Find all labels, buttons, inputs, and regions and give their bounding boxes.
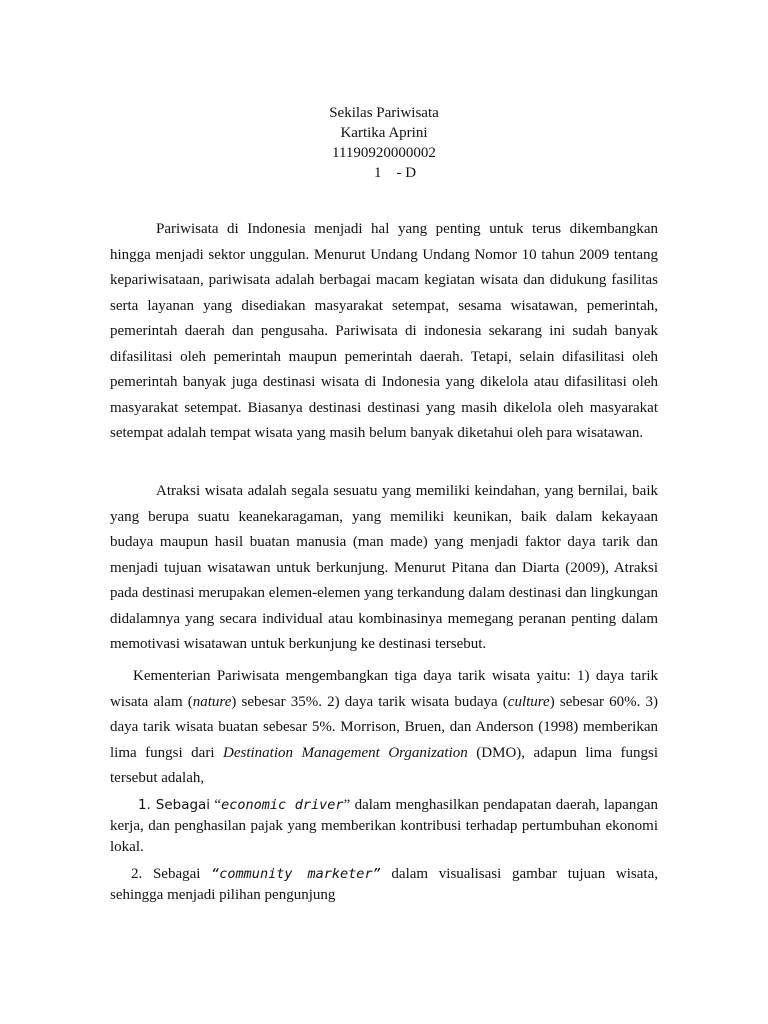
list-item-2-block <box>110 864 658 906</box>
paragraph-3-block <box>110 664 658 792</box>
paragraph-3-text-2: ) sebesar 35%. 2) daya tarik wisata budaya ( <box>231 693 508 710</box>
document-header <box>0 103 768 183</box>
paragraph-1-block <box>110 217 658 447</box>
list-item-1-block <box>110 795 658 858</box>
term-culture: culture <box>507 693 550 710</box>
paragraph-3-text-3: ) sebesar 60%. 3) daya tarik wisata buatan sebesar 5%. Morrison, Bruen, dan Anderson (1998) memberikan lima fungsi dari <box>110 693 659 761</box>
paragraph-1: Pariwisata di Indonesia menjadi hal yang penting untuk terus dikembangkan hingga menjadi sektor unggulan. Menurut Undang Undang Nomor 10 tahun 2009 tentang kepariwisataan, pariwisata adalah berbagai macam kegiatan wisata dan didukung fasilitas serta layanan yang disediakan masyarakat setempat, sesama wisatawan, pemerintah, pemerintah daerah dan pengusaha. Pariwisata di indonesia sekarang ini sudah banyak difasilitasi oleh pemerintah maupun pemerintah daerah. Tetapi, selain difasilitasi oleh pemerintah banyak juga destinasi wisata di Indonesia yang dikelola atau difasilitasi oleh masyarakat setempat. Biasanya destinasi destinasi yang masih dikelola oleh masyarakat setempat adalah tempat wisata yang masih belum banyak diketahui oleh para wisatawan. <box>110 221 658 441</box>
list-item-1-term: economic driver <box>221 797 344 813</box>
list-item-2-text: dalam visualisasi gambar tujuan wisata, sehingga menjadi pilihan pengunjung <box>110 866 658 903</box>
paragraph-3-text-1: Kementerian Pariwisata mengembangkan tiga daya tarik wisata yaitu: 1) daya tarik wisata alam ( <box>110 668 658 710</box>
list-item-1-quote-open: “ <box>214 797 222 813</box>
list-item-1-quote-close: ” <box>343 797 351 813</box>
author-name: Kartika Aprini <box>340 125 428 141</box>
list-item-1-prefix: 1. Sebagai <box>138 797 211 813</box>
list-item-1 <box>110 795 658 858</box>
list-item-2-term: “community marketer” <box>211 866 381 882</box>
class-label: 1 - D <box>373 165 417 181</box>
paragraph-2: Atraksi wisata adalah segala sesuatu yang memiliki keindahan, yang bernilai, baik yang berupa suatu keanekaragaman, yang memiliki keunikan, baik dalam kekayaan budaya maupun hasil buatan manusia (man made) yang menjadi faktor daya tarik dan menjadi tujuan wisatawan untuk berkunjung. Menurut Pitana dan Diarta (2009), Atraksi pada destinasi merupakan elemen-elemen yang terkandung dalam destinasi dan lingkungan didalamnya yang secara individual atau kombinasinya memegang peranan penting dalam memotivasi wisatawan untuk berkunjung ke destinasi tersebut. <box>110 483 658 652</box>
list-item-2-prefix: 2. Sebagai <box>131 866 212 882</box>
term-nature: nature <box>192 693 232 710</box>
list-item-2 <box>110 864 658 906</box>
paragraph-3 <box>110 664 658 792</box>
document-title: Sekilas Pariwisata <box>329 105 439 121</box>
paragraph-3-text-4: (DMO), adapun lima fungsi tersebut adalah, <box>110 744 659 786</box>
paragraph-2-block <box>110 479 658 658</box>
term-dmo: Destination Management Organization <box>223 744 468 761</box>
list-item-1-text: dalam menghasilkan pendapatan daerah, lapangan kerja, dan penghasilan pajak yang memberikan kontribusi terhadap pertumbuhan ekonomi lokal. <box>110 797 658 855</box>
student-id: 11190920000002 <box>332 145 436 161</box>
